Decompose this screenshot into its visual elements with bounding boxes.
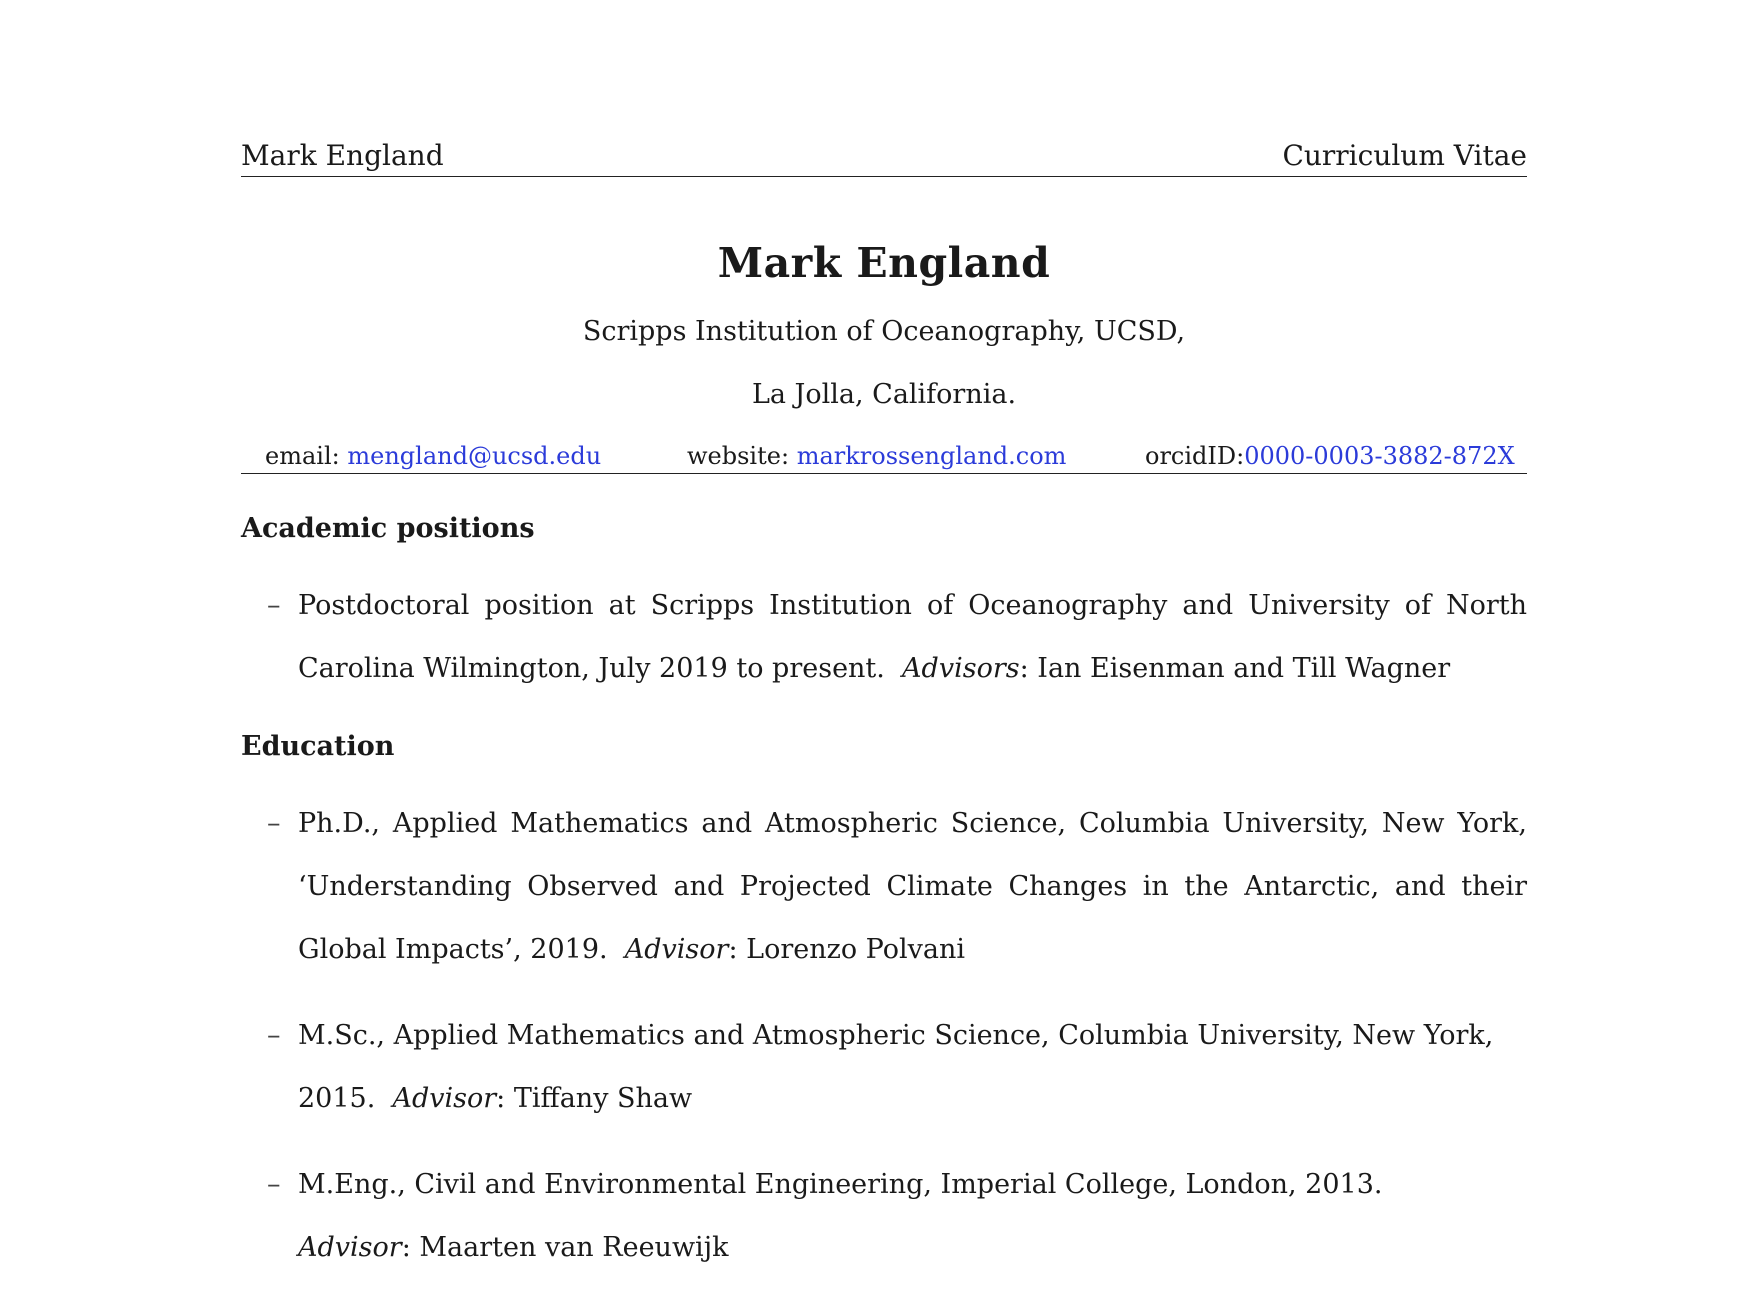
advisor-names: Tiffany Shaw [513, 1083, 693, 1114]
email-label: email: [265, 442, 340, 470]
list-item-meng [241, 1153, 1527, 1279]
running-header [241, 138, 1527, 177]
orcid-link[interactable]: 0000-0003-3882-872X [1244, 442, 1515, 470]
advisor-label: Advisor [624, 934, 729, 965]
entry-text [298, 1153, 1527, 1279]
list-bullet: – [267, 590, 281, 621]
list-item-postdoc [241, 574, 1527, 700]
advisor-separator: : [496, 1083, 506, 1114]
affiliation-line-2: La Jolla, California. [751, 379, 1017, 410]
advisor-names: Ian Eisenman and Till Wagner [1037, 653, 1451, 684]
contact-row [241, 441, 1527, 474]
entry-main-text: M.Sc., Applied Mathematics and Atmospheric Science, Columbia University, New York, 2015. [298, 1020, 1494, 1114]
list-bullet: – [267, 1020, 281, 1051]
advisor-label: Advisors [902, 653, 1020, 684]
entry-text [298, 792, 1527, 981]
advisor-names: Maarten van Reeuwijk [419, 1232, 729, 1263]
page-title: Mark England [717, 239, 1051, 287]
advisor-separator: : [728, 934, 738, 965]
advisor-label: Advisor [392, 1083, 497, 1114]
section-heading-education: Education [241, 731, 395, 762]
header-document-type: Curriculum Vitae [1282, 139, 1527, 172]
advisor-names: Lorenzo Polvani [746, 934, 966, 965]
affiliation-line-1: Scripps Institution of Oceanography, UCSD, [582, 316, 1186, 347]
email-link[interactable]: mengland@ucsd.edu [347, 442, 602, 470]
contact-email [265, 441, 601, 471]
advisor-label: Advisor [298, 1232, 402, 1263]
entry-text [298, 1004, 1527, 1130]
advisor-separator: : [401, 1232, 411, 1263]
orcid-label: orcidID: [1145, 442, 1245, 470]
section-heading-academic-positions: Academic positions [241, 513, 535, 544]
entry-main-text: M.Eng., Civil and Environmental Engineering, Imperial College, London, 2013. [298, 1169, 1383, 1200]
contact-website [687, 441, 1066, 471]
entry-text [298, 574, 1527, 700]
entry-main-text: Postdoctoral position at Scripps Institution of Oceanography and University of North Carolina Wilmington, July 2019 to present. [298, 590, 1527, 684]
list-bullet: – [267, 1169, 281, 1200]
website-link[interactable]: markrossengland.com [796, 442, 1067, 470]
list-item-msc [241, 1004, 1527, 1130]
advisor-separator: : [1019, 653, 1029, 684]
entry-main-text: Ph.D., Applied Mathematics and Atmospheric Science, Columbia University, New York, ‘Understanding Observed and Projected Climate Changes in the Antarctic, and their Global Impacts’, 2019. [298, 808, 1527, 965]
contact-orcid [1145, 441, 1515, 471]
list-item-phd [241, 792, 1527, 981]
website-label: website: [687, 442, 790, 470]
list-bullet: – [267, 808, 281, 839]
cv-page [241, 0, 1527, 1294]
header-author-name: Mark England [241, 139, 444, 172]
